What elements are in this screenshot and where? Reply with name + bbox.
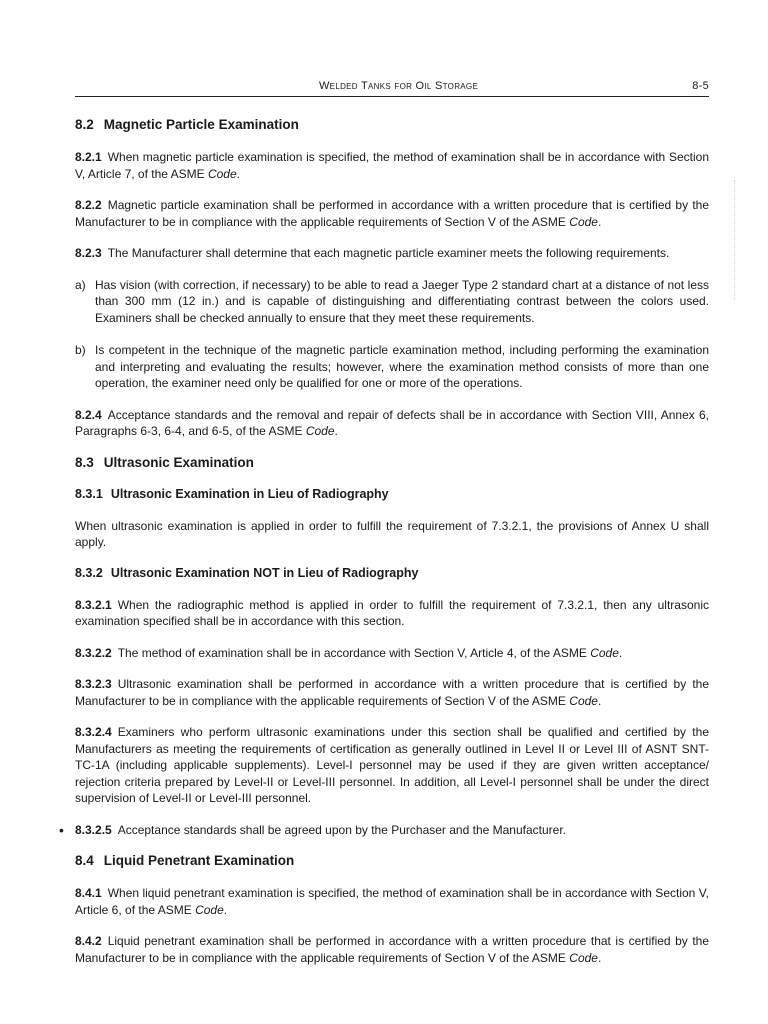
code-word: Code xyxy=(569,950,598,965)
paragraph-8-3-2-4 xyxy=(75,724,709,807)
period: . xyxy=(597,693,602,708)
period: . xyxy=(597,214,602,229)
period: . xyxy=(236,166,240,181)
paragraph-number: 8.3.2.2 xyxy=(75,645,112,660)
code-word: Code xyxy=(569,693,598,708)
paragraph-8-2-3 xyxy=(75,245,709,262)
list-item-text: Has vision (with correction, if necessary) to be able to read a Jaeger Type 2 standard chart at a distance of not less than 300 mm (12 in.) and is capable of distinguishing and differentiating contrast between the colors used. Examiners shall be checked annually to ensure that they meet these requirements. xyxy=(95,277,709,325)
subsection-number: 8.3.2 xyxy=(75,565,103,580)
section-number: 8.4 xyxy=(75,853,94,868)
section-heading-8-2 xyxy=(75,117,709,132)
section-number: 8.2 xyxy=(75,117,94,132)
paragraph-8-2-4 xyxy=(75,407,709,440)
subsection-title: Ultrasonic Examination in Lieu of Radiography xyxy=(110,486,389,501)
subsection-heading-8-3-2 xyxy=(75,566,709,580)
list-item-a xyxy=(75,277,709,327)
paragraph-number: 8.4.1 xyxy=(75,886,102,900)
list-marker: a) xyxy=(75,277,86,292)
paragraph-text: Magnetic particle examination shall be performed in accordance with a written procedure that is certified by the Manufacturer to be in compliance with the applicable requirements of Section V of the ASME xyxy=(75,198,709,229)
paragraph-8-3-1 xyxy=(75,518,709,551)
subsection-number: 8.3.1 xyxy=(75,486,103,501)
paragraph-number: 8.3.2.1 xyxy=(75,597,112,612)
revision-bullet: • xyxy=(59,821,64,838)
paragraph-text: When liquid penetrant examination is specified, the method of examination shall be in accordance with Section V, Article 6, of the ASME xyxy=(75,886,709,917)
code-word: Code xyxy=(207,166,237,181)
margin-marks xyxy=(734,180,737,300)
paragraph-text: The method of examination shall be in accordance with Section V, Article 4, of the ASME xyxy=(117,645,591,660)
paragraph-8-3-2-2 xyxy=(75,645,709,662)
paragraph-text: When magnetic particle examination is specified, the method of examination shall be in accordance with Section V, Article 7, of the ASME xyxy=(75,150,709,181)
list-marker: b) xyxy=(75,343,86,357)
subsection-heading-8-3-1 xyxy=(75,487,709,501)
paragraph-8-2-1 xyxy=(75,149,709,182)
list-item-text: Is competent in the technique of the magnetic particle examination method, including performing the examination and interpreting and evaluating the results; however, where the examination method consists of more than one operation, the examiner need only be qualified for one or more of the operations. xyxy=(95,343,709,390)
period: . xyxy=(223,902,228,917)
paragraph-text: Examiners who perform ultrasonic examinations under this section shall be qualified and certified by the Manufacturers as meeting the requirements of certification as generally outlined in Level II or Level III of ASNT SNT-TC-1A (including applicable supplements). Level-I personnel may be used if they are given written acceptance/ rejection criteria prepared by Level-II or Level-III personnel. In addition, all Level-I personnel shall be under the direct supervision of Level-II or Level-III personnel. xyxy=(75,725,709,805)
paragraph-8-4-2 xyxy=(75,933,709,966)
period: . xyxy=(618,645,623,660)
code-word: Code xyxy=(569,214,598,229)
code-word: Code xyxy=(195,902,224,917)
section-title: Liquid Penetrant Examination xyxy=(103,853,295,868)
paragraph-number: 8.2.4 xyxy=(75,407,102,422)
paragraph-number: 8.2.1 xyxy=(75,150,102,164)
paragraph-text: Ultrasonic examination shall be performed in accordance with a written procedure that is certified by the Manufacturer to be in compliance with the applicable requirements of Section V of the ASME xyxy=(75,677,709,708)
paragraph-8-2-2 xyxy=(75,197,709,230)
running-header-title: Welded Tanks for Oil Storage xyxy=(319,80,479,92)
section-title: Magnetic Particle Examination xyxy=(103,117,299,132)
code-word: Code xyxy=(305,424,335,438)
running-header xyxy=(75,78,709,97)
paragraph-8-3-2-5 xyxy=(59,821,709,839)
paragraph-8-3-2-1 xyxy=(75,597,709,630)
paragraph-8-4-1 xyxy=(75,885,709,918)
paragraph-number: 8.3.2.3 xyxy=(75,677,112,691)
paragraph-text: The Manufacturer shall determine that each magnetic particle examiner meets the following requirements. xyxy=(107,246,670,260)
paragraph-number: 8.2.2 xyxy=(75,198,102,212)
section-heading-8-3 xyxy=(75,455,709,470)
list-item-b xyxy=(75,342,709,392)
subsection-title: Ultrasonic Examination NOT in Lieu of Radiography xyxy=(110,565,419,580)
section-heading-8-4 xyxy=(75,853,709,868)
period: . xyxy=(334,424,338,438)
paragraph-number: 8.2.3 xyxy=(75,246,102,260)
paragraph-number: 8.3.2.5 xyxy=(75,822,112,837)
paragraph-number: 8.3.2.4 xyxy=(75,725,112,739)
paragraph-text: When ultrasonic examination is applied in order to fulfill the requirement of 7.3.2.1, the provisions of Annex U shall apply. xyxy=(75,518,709,549)
section-number: 8.3 xyxy=(75,454,94,470)
paragraph-text: Liquid penetrant examination shall be performed in accordance with a written procedure that is certified by the Manufacturer to be in compliance with the applicable requirements of Section V of the ASME xyxy=(75,934,709,965)
paragraph-text: Acceptance standards shall be agreed upon by the Purchaser and the Manufacturer. xyxy=(117,822,566,837)
paragraph-8-3-2-3 xyxy=(75,676,709,709)
paragraph-text: When the radiographic method is applied in order to fulfill the requirement of 7.3.2.1, then any ultrasonic examination specified shall be in accordance with this section. xyxy=(75,597,709,628)
section-title: Ultrasonic Examination xyxy=(103,454,254,470)
paragraph-text: Acceptance standards and the removal and repair of defects shall be in accordance with Section VIII, Annex 6, Paragraphs 6-3, 6-4, and 6-5, of the ASME xyxy=(75,407,709,438)
page-content xyxy=(59,117,709,966)
code-word: Code xyxy=(590,645,619,660)
paragraph-number: 8.4.2 xyxy=(75,934,102,948)
period: . xyxy=(597,950,602,965)
page-number: 8-5 xyxy=(692,80,709,92)
